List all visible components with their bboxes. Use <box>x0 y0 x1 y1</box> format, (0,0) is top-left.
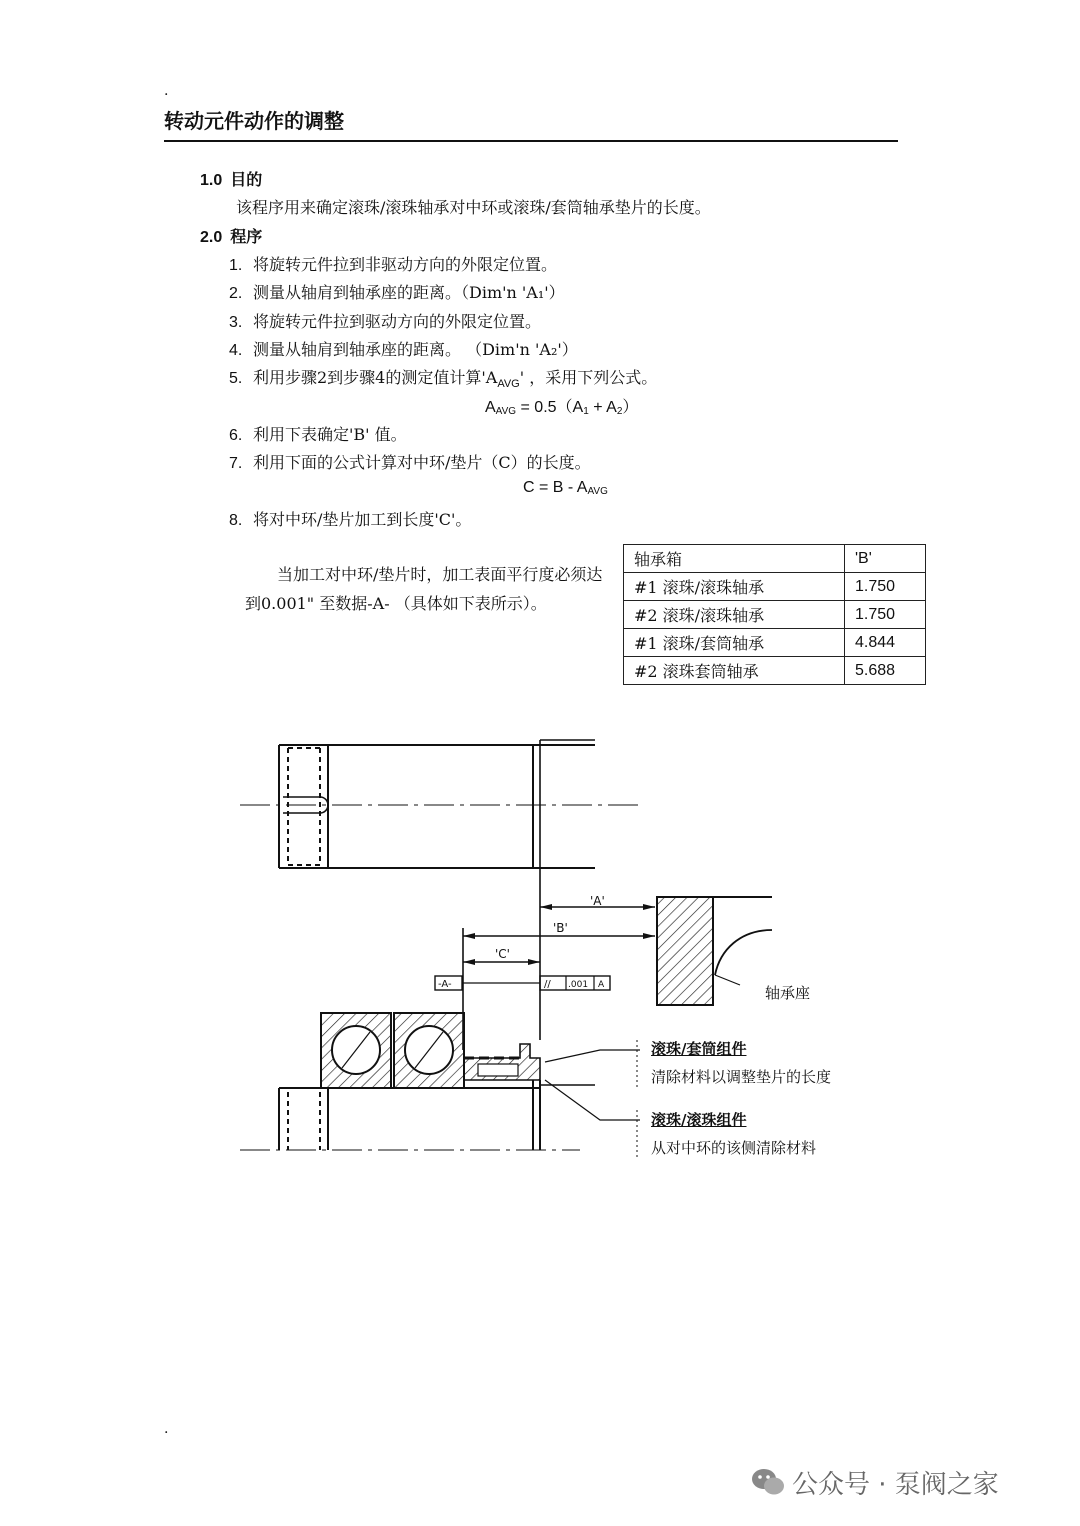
table-header: 轴承箱 <box>624 545 845 573</box>
f2-lhs: C = B - A <box>523 479 588 496</box>
f1-sub1: 1 <box>583 406 589 417</box>
table-cell: #2 滚珠/滚珠轴承 <box>624 601 845 629</box>
watermark <box>750 1464 999 1504</box>
callout-ball-ball-title: 滚珠/滚珠组件 <box>651 1111 747 1129</box>
watermark-text: 公众号 · 泵阀之家 <box>792 1470 999 1500</box>
dim-b-label: 'B' <box>553 921 568 935</box>
bottom-mark: . <box>164 1421 169 1437</box>
step-text: 利用下表确定'B' 值。 <box>253 425 407 444</box>
step-number: 2. <box>229 285 243 302</box>
step-text: 将旋转元件拉到驱动方向的外限定位置。 <box>253 312 542 331</box>
table-cell: 1.750 <box>845 573 926 601</box>
step-tail: ' ，采用下列公式。 <box>519 368 658 387</box>
table-header: 'B' <box>845 545 926 573</box>
table-cell: #2 滚珠套筒轴承 <box>624 657 845 685</box>
f1-mid: + A <box>588 399 617 416</box>
step-sub: AVG <box>497 378 520 391</box>
housing-label: 轴承座 <box>765 984 811 1002</box>
table-cell: 5.688 <box>845 657 926 685</box>
section2-number: 2.0 <box>200 229 223 246</box>
f1-sub2: 2 <box>616 406 623 417</box>
table-cell: 1.750 <box>845 601 926 629</box>
datum-ref: A <box>598 980 605 990</box>
table-cell: 4.844 <box>845 629 926 657</box>
f1-lhs-sub: AVG <box>495 406 517 417</box>
callout-ball-ball-text: 从对中环的该侧清除材料 <box>651 1139 817 1157</box>
step-text: 将旋转元件拉到非驱动方向的外限定位置。 <box>253 255 558 274</box>
page-title: 转动元件动作的调整 <box>164 105 898 142</box>
step-number: 8. <box>229 512 243 529</box>
f1-end: ） <box>622 399 639 416</box>
step-text: 利用下面的公式计算对中环/垫片（C）的长度。 <box>253 453 591 472</box>
f1-rhs: = 0.5（A <box>516 399 584 416</box>
step-number: 3. <box>229 314 243 331</box>
bearing-housing <box>657 897 713 1005</box>
step-text: 测量从轴肩到轴承座的距离。 （Dim'n 'A₂'） <box>253 340 578 359</box>
wechat-icon <box>750 1467 786 1504</box>
table-cell: #1 滚珠/滚珠轴承 <box>624 573 845 601</box>
dim-c-label: 'C' <box>495 947 510 961</box>
callout-ball-sleeve-text: 清除材料以调整垫片的长度 <box>651 1068 832 1086</box>
dim-a-label: 'A' <box>590 894 605 908</box>
step-text: 测量从轴肩到轴承座的距离。（Dim'n 'A₁'） <box>253 283 565 302</box>
step-number: 1. <box>229 257 243 274</box>
tolerance-symbol: // <box>544 979 551 990</box>
step-number: 7. <box>229 455 243 472</box>
step-text: 利用步骤2到步骤4的测定值计算'A <box>253 368 498 387</box>
f2-lhs-sub: AVG <box>587 486 608 497</box>
section1-title: 目的 <box>230 170 263 189</box>
section1-number: 1.0 <box>200 172 223 189</box>
datum-label: -A- <box>438 979 452 990</box>
f1-lhs: A <box>485 399 496 416</box>
top-mark: . <box>164 83 169 99</box>
step-number: 5. <box>229 370 243 387</box>
callout-ball-sleeve-title: 滚珠/套筒组件 <box>651 1040 747 1058</box>
step-number: 4. <box>229 342 243 359</box>
step-number: 6. <box>229 427 243 444</box>
step-text: 将对中环/垫片加工到长度'C'。 <box>253 510 472 529</box>
machining-note: 当加工对中环/垫片时，加工表面平行度必须达到0.001" 至数据-A- （具体如下表所示）。 <box>245 565 603 613</box>
table-cell: #1 滚珠/套筒轴承 <box>624 629 845 657</box>
section2-title: 程序 <box>230 227 263 246</box>
section1-text: 该程序用来确定滚珠/滚珠轴承对中环或滚珠/套筒轴承垫片的长度。 <box>236 198 711 217</box>
tolerance-value: .001 <box>568 980 589 990</box>
